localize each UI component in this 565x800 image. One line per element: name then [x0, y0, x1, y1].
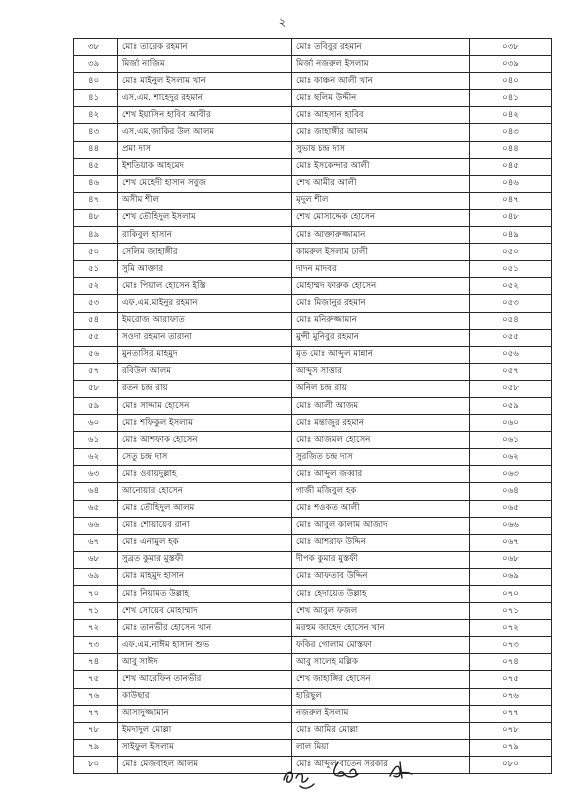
- signature-1: [284, 772, 314, 788]
- name-cell: সুমি আক্তার: [118, 261, 292, 278]
- father-name-cell: মোঃ তবিবুর রহমান: [292, 39, 470, 56]
- serial-cell: ৭৪: [74, 654, 118, 671]
- serial-cell: ৮০: [74, 756, 118, 773]
- father-name-cell: মোঃ আমির মোল্লা: [292, 722, 470, 739]
- roll-cell: ০৪৫: [470, 158, 552, 175]
- roll-cell: ০৪৪: [470, 141, 552, 158]
- roll-cell: ০৫৯: [470, 397, 552, 414]
- table-row: [74, 363, 552, 380]
- table-row: [74, 688, 552, 705]
- father-name-cell: মোঃ আক্তারুজ্জামান: [292, 227, 470, 244]
- table-row: [74, 483, 552, 500]
- roll-cell: ০৭৯: [470, 739, 552, 756]
- signature-2: [334, 762, 358, 777]
- roll-cell: ০৬৩: [470, 466, 552, 483]
- name-cell: রাকিবুল হাসান: [118, 227, 292, 244]
- roll-cell: ০৭৬: [470, 688, 552, 705]
- roll-cell: ০৫৬: [470, 346, 552, 363]
- signature-3: [390, 762, 412, 778]
- serial-cell: ৩৯: [74, 56, 118, 73]
- father-name-cell: শেখ আবুল ফজল: [292, 603, 470, 620]
- roll-cell: ০৩৯: [470, 56, 552, 73]
- name-cell: মোঃ শোয়ায়েব রানা: [118, 517, 292, 534]
- name-cell: আবু সাঈদ: [118, 654, 292, 671]
- name-cell: মোঃ এনামুল হক: [118, 534, 292, 551]
- father-name-cell: সুভাষ চন্দ্র দাস: [292, 141, 470, 158]
- roll-cell: ০৭২: [470, 620, 552, 637]
- roll-cell: ০৬৪: [470, 483, 552, 500]
- table-row: [74, 56, 552, 73]
- father-name-cell: দাদন মাদবর: [292, 261, 470, 278]
- serial-cell: ৭২: [74, 620, 118, 637]
- roll-cell: ০৪৬: [470, 175, 552, 192]
- name-cell: মোঃ আশফাক হোসেন: [118, 432, 292, 449]
- father-name-cell: হারিছুল: [292, 688, 470, 705]
- father-name-cell: মোহাম্মদ ফারুক হোসেন: [292, 278, 470, 295]
- roll-cell: ০৭০: [470, 586, 552, 603]
- roll-cell: ০৬৫: [470, 500, 552, 517]
- name-cell: ইমদাদুল মোল্লা: [118, 722, 292, 739]
- father-name-cell: মোঃ আজমল হোসেন: [292, 432, 470, 449]
- serial-cell: ৪৫: [74, 158, 118, 175]
- name-cell: অসীম শীল: [118, 192, 292, 209]
- father-name-cell: মোঃ হেদায়েত উল্লাহ: [292, 586, 470, 603]
- father-name-cell: কামরুল ইসলাম ঢালী: [292, 244, 470, 261]
- serial-cell: ৭১: [74, 603, 118, 620]
- name-cell: শেখ তৌহিদুল ইসলাম: [118, 209, 292, 226]
- serial-cell: ৪৪: [74, 141, 118, 158]
- roll-cell: ০৬১: [470, 432, 552, 449]
- table-row: [74, 500, 552, 517]
- serial-cell: ৪৩: [74, 124, 118, 141]
- father-name-cell: মোঃ ইসকেন্দার আলী: [292, 158, 470, 175]
- table-row: [74, 637, 552, 654]
- name-cell: মোঃ মাহমুদ হাসান: [118, 568, 292, 585]
- table-row: [74, 722, 552, 739]
- roll-cell: ০৬০: [470, 415, 552, 432]
- table-row: [74, 295, 552, 312]
- name-cell: মোঃ সাদ্দাম হোসেন: [118, 397, 292, 414]
- name-cell: এফ.এম.নাঈম হাসান শুভ: [118, 637, 292, 654]
- serial-cell: ৬৮: [74, 551, 118, 568]
- name-cell: প্রমা দাস: [118, 141, 292, 158]
- serial-cell: ৬৯: [74, 568, 118, 585]
- name-cell: মির্জা নাজিম: [118, 56, 292, 73]
- father-name-cell: গাজী মজিবুল হক: [292, 483, 470, 500]
- table-row: [74, 397, 552, 414]
- table-row: [74, 517, 552, 534]
- roll-cell: ০৫৪: [470, 312, 552, 329]
- roll-cell: ০৮০: [470, 756, 552, 773]
- roll-cell: ০৪৯: [470, 227, 552, 244]
- roll-cell: ০৭৭: [470, 705, 552, 722]
- table-row: [74, 586, 552, 603]
- father-name-cell: মোঃ শওকত আলী: [292, 500, 470, 517]
- father-name-cell: মির্জা নজরুল ইসলাম: [292, 56, 470, 73]
- father-name-cell: মরহুম জাহেদ হোসেন খান: [292, 620, 470, 637]
- roll-cell: ০৪৮: [470, 209, 552, 226]
- name-cell: মুনতাসির মাহমুদ: [118, 346, 292, 363]
- serial-cell: ৫৮: [74, 380, 118, 397]
- serial-cell: ৬৪: [74, 483, 118, 500]
- father-name-cell: শেখ আমীর আলী: [292, 175, 470, 192]
- table-row: [74, 227, 552, 244]
- roll-cell: ০৪২: [470, 107, 552, 124]
- father-name-cell: শেখ মোসাদ্দেক হোসেন: [292, 209, 470, 226]
- table-row: [74, 107, 552, 124]
- father-name-cell: মোঃ আলী আজম: [292, 397, 470, 414]
- table-row: [74, 346, 552, 363]
- father-name-cell: মোঃ আশরাফ উদ্দিন: [292, 534, 470, 551]
- name-cell: ইমরোজ আরাফাত: [118, 312, 292, 329]
- serial-cell: ৫৬: [74, 346, 118, 363]
- name-cell: সওদা রহমান তারানা: [118, 329, 292, 346]
- father-name-cell: মৃদুল শীল: [292, 192, 470, 209]
- roll-cell: ০৬৭: [470, 534, 552, 551]
- serial-cell: ৬৬: [74, 517, 118, 534]
- table-row: [74, 551, 552, 568]
- table-row: [74, 620, 552, 637]
- serial-cell: ৫৩: [74, 295, 118, 312]
- roll-cell: ০৪০: [470, 73, 552, 90]
- name-cell: শেখ সোয়েব মোহাম্মাদ: [118, 603, 292, 620]
- table-row: [74, 141, 552, 158]
- serial-cell: ৫৪: [74, 312, 118, 329]
- serial-cell: ৬৩: [74, 466, 118, 483]
- serial-cell: ৪৭: [74, 192, 118, 209]
- serial-cell: ৫৫: [74, 329, 118, 346]
- serial-cell: ৬৭: [74, 534, 118, 551]
- candidate-table-body: [74, 39, 552, 774]
- table-row: [74, 432, 552, 449]
- father-name-cell: আবু সালেহ মল্লিক: [292, 654, 470, 671]
- roll-cell: ০৭১: [470, 603, 552, 620]
- name-cell: এস.এম.জাকির উল আলম: [118, 124, 292, 141]
- roll-cell: ০৬৯: [470, 568, 552, 585]
- serial-cell: ৫২: [74, 278, 118, 295]
- roll-cell: ০৭৩: [470, 637, 552, 654]
- table-row: [74, 654, 552, 671]
- father-name-cell: আব্দুস সাত্তার: [292, 363, 470, 380]
- serial-cell: ৫০: [74, 244, 118, 261]
- table-row: [74, 73, 552, 90]
- name-cell: মোঃ শফিকুল ইসলাম: [118, 415, 292, 432]
- table-row: [74, 278, 552, 295]
- table-row: [74, 192, 552, 209]
- serial-cell: ৩৮: [74, 39, 118, 56]
- serial-cell: ৪৯: [74, 227, 118, 244]
- name-cell: সেতু চন্দ্র দাস: [118, 449, 292, 466]
- father-name-cell: নজরুল ইসলাম: [292, 705, 470, 722]
- roll-cell: ০৩৮: [470, 39, 552, 56]
- table-row: [74, 568, 552, 585]
- name-cell: মোঃ তৌহিদুল আলম: [118, 500, 292, 517]
- father-name-cell: মোঃ মন্তাজুর রহমান: [292, 415, 470, 432]
- serial-cell: ৬০: [74, 415, 118, 432]
- serial-cell: ৬৫: [74, 500, 118, 517]
- table-row: [74, 534, 552, 551]
- name-cell: রবিউল আলম: [118, 363, 292, 380]
- father-name-cell: মোঃ আফতাব উদ্দিন: [292, 568, 470, 585]
- table-row: [74, 380, 552, 397]
- name-cell: মোঃ মাইনুল ইসলাম খান: [118, 73, 292, 90]
- serial-cell: ৭৩: [74, 637, 118, 654]
- name-cell: এস.এম. শাহেদুর রহমান: [118, 90, 292, 107]
- name-cell: মোঃ ওবায়দুল্লাহ: [118, 466, 292, 483]
- name-cell: সুব্রত কুমার মুস্তফী: [118, 551, 292, 568]
- father-name-cell: মৃত মোঃ আব্দুল মান্নান: [292, 346, 470, 363]
- table-row: [74, 312, 552, 329]
- serial-cell: ৪১: [74, 90, 118, 107]
- serial-cell: ৭০: [74, 586, 118, 603]
- serial-cell: ৫৭: [74, 363, 118, 380]
- father-name-cell: অনিল চন্দ্র রায়: [292, 380, 470, 397]
- roll-cell: ০৫৭: [470, 363, 552, 380]
- table-row: [74, 705, 552, 722]
- name-cell: এফ.এম.মাইনুর রহমান: [118, 295, 292, 312]
- roll-cell: ০৭৫: [470, 671, 552, 688]
- name-cell: রতন চন্দ্র রায়: [118, 380, 292, 397]
- table-row: [74, 90, 552, 107]
- serial-cell: ৭৯: [74, 739, 118, 756]
- name-cell: শেখ মেহেদী হাসান সবুজ: [118, 175, 292, 192]
- serial-cell: ৭৭: [74, 705, 118, 722]
- name-cell: শেখ আরেফিন তানভীর: [118, 671, 292, 688]
- name-cell: সেলিম জাহাঙ্গীর: [118, 244, 292, 261]
- father-name-cell: মোঃ মনিরুজ্জামান: [292, 312, 470, 329]
- name-cell: শেখ ইয়াসিন হাবিব আবীর: [118, 107, 292, 124]
- table-row: [74, 175, 552, 192]
- table-row: [74, 244, 552, 261]
- father-name-cell: সুরজিত চন্দ্র দাস: [292, 449, 470, 466]
- father-name-cell: ফকির গোলাম মোস্তফা: [292, 637, 470, 654]
- roll-cell: ০৬২: [470, 449, 552, 466]
- table-row: [74, 466, 552, 483]
- serial-cell: ৬২: [74, 449, 118, 466]
- table-row: [74, 449, 552, 466]
- roll-cell: ০৫১: [470, 261, 552, 278]
- father-name-cell: মোঃ আবুল কালাম আজাদ: [292, 517, 470, 534]
- roll-cell: ০৫২: [470, 278, 552, 295]
- roll-cell: ০৫৫: [470, 329, 552, 346]
- signatures: [270, 748, 440, 798]
- roll-cell: ০৭৮: [470, 722, 552, 739]
- serial-cell: ৭৮: [74, 722, 118, 739]
- father-name-cell: শেখ জাহাঙ্গির হোসেন: [292, 671, 470, 688]
- table-row: [74, 39, 552, 56]
- father-name-cell: মোঃ আহসান হাবিব: [292, 107, 470, 124]
- name-cell: মোঃ তানভীর হোসেন খান: [118, 620, 292, 637]
- roll-cell: ০৬৬: [470, 517, 552, 534]
- serial-cell: ৪২: [74, 107, 118, 124]
- father-name-cell: মোঃ আব্দুল বাতেন সরকার: [292, 756, 470, 773]
- table-row: [74, 158, 552, 175]
- roll-cell: ০৪১: [470, 90, 552, 107]
- name-cell: মোঃ মেজবাহল আলম: [118, 756, 292, 773]
- serial-cell: ৪০: [74, 73, 118, 90]
- serial-cell: ৭৫: [74, 671, 118, 688]
- table-row: [74, 329, 552, 346]
- serial-cell: ৫৯: [74, 397, 118, 414]
- name-cell: মোঃ পিয়াল হোসেন ইস্তি: [118, 278, 292, 295]
- table-row: [74, 671, 552, 688]
- roll-cell: ০৪৭: [470, 192, 552, 209]
- roll-cell: ০৫৮: [470, 380, 552, 397]
- candidate-table: [73, 38, 552, 774]
- roll-cell: ০৭৪: [470, 654, 552, 671]
- table-row: [74, 261, 552, 278]
- serial-cell: ৪৬: [74, 175, 118, 192]
- father-name-cell: মোঃ ছলিম উদ্দীন: [292, 90, 470, 107]
- table-row: [74, 415, 552, 432]
- serial-cell: ৪৮: [74, 209, 118, 226]
- father-name-cell: মোঃ কাঞ্চন আলী খান: [292, 73, 470, 90]
- name-cell: আনোয়ার হোসেন: [118, 483, 292, 500]
- name-cell: মোঃ তারেক রহমান: [118, 39, 292, 56]
- name-cell: ইশতিয়াক আহমেদ: [118, 158, 292, 175]
- serial-cell: ৬১: [74, 432, 118, 449]
- serial-cell: ৫১: [74, 261, 118, 278]
- name-cell: মোঃ নিয়ামত উল্লাহ: [118, 586, 292, 603]
- name-cell: আসাদুজ্জামান: [118, 705, 292, 722]
- father-name-cell: মোঃ জাহাঙ্গীর আলম: [292, 124, 470, 141]
- table-row: [74, 124, 552, 141]
- roll-cell: ০৬৮: [470, 551, 552, 568]
- father-name-cell: মোঃ আব্দুল জব্বার: [292, 466, 470, 483]
- table-row: [74, 209, 552, 226]
- table-row: [74, 603, 552, 620]
- father-name-cell: দীপক কুমার মুস্তফী: [292, 551, 470, 568]
- father-name-cell: মুন্সী মুনিবুর রহমান: [292, 329, 470, 346]
- serial-cell: ৭৬: [74, 688, 118, 705]
- name-cell: সাইফুল ইসলাম: [118, 739, 292, 756]
- father-name-cell: মোঃ মিজানুর রহমান: [292, 295, 470, 312]
- page-number: ২: [278, 15, 287, 29]
- roll-cell: ০৪৩: [470, 124, 552, 141]
- roll-cell: ০৫৩: [470, 295, 552, 312]
- father-name-cell: লাল মিয়া: [292, 739, 470, 756]
- roll-cell: ০৫০: [470, 244, 552, 261]
- name-cell: কাউছার: [118, 688, 292, 705]
